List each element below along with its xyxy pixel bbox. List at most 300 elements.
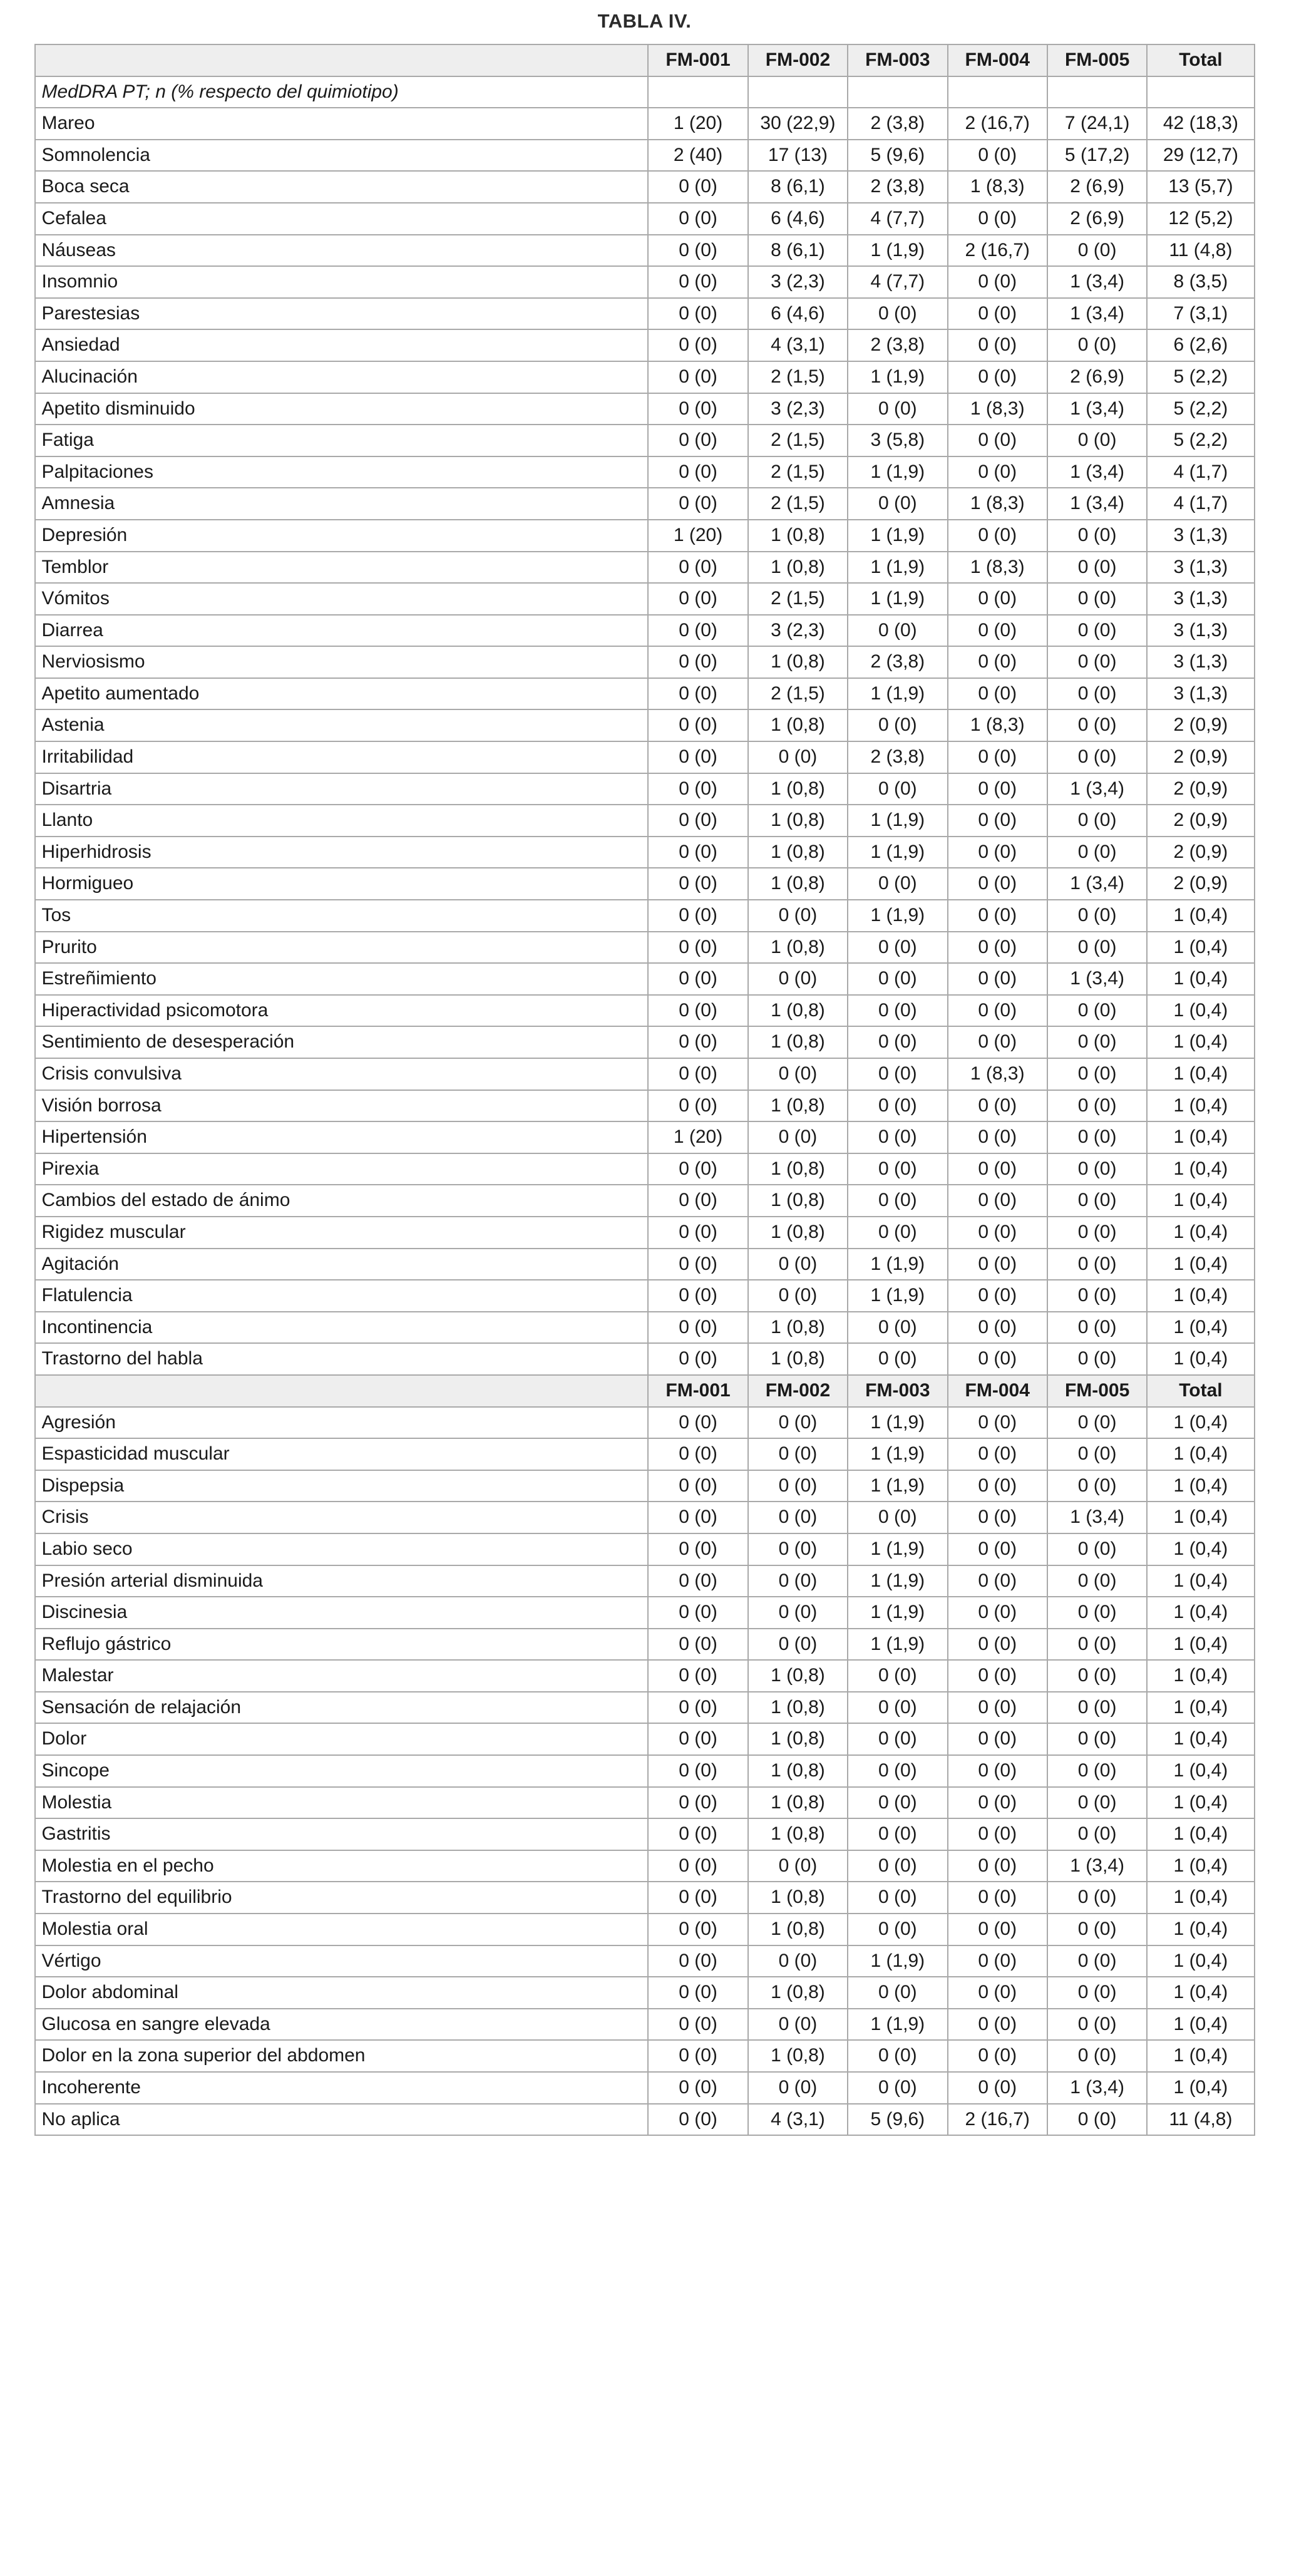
- row-value: 0 (0): [648, 298, 747, 330]
- row-value: 0 (0): [648, 1565, 747, 1597]
- row-value: 1 (0,8): [748, 646, 848, 678]
- row-value: 1 (3,4): [1047, 2072, 1147, 2104]
- row-value: 0 (0): [1047, 583, 1147, 615]
- row-value: 0 (0): [748, 1629, 848, 1661]
- row-value: 0 (0): [948, 1787, 1047, 1819]
- row-label: Hiperactividad psicomotora: [35, 995, 649, 1027]
- row-value: 0 (0): [848, 615, 947, 647]
- row-value: 1 (0,4): [1147, 963, 1254, 995]
- row-value: 2 (1,5): [748, 488, 848, 520]
- table-row: [35, 1470, 1255, 1502]
- row-value: 0 (0): [748, 1597, 848, 1629]
- row-label: Discinesia: [35, 1597, 649, 1629]
- row-value: 4 (1,7): [1147, 488, 1254, 520]
- row-value: 0 (0): [748, 2009, 848, 2041]
- row-label: Trastorno del habla: [35, 1343, 649, 1375]
- table-row: [35, 1597, 1255, 1629]
- column-header-fm-001: FM-001: [648, 1375, 747, 1407]
- row-value: 1 (0,8): [748, 1914, 848, 1945]
- table-row: [35, 361, 1255, 393]
- row-value: 0 (0): [748, 1945, 848, 1977]
- row-value: 1 (0,4): [1147, 1945, 1254, 1977]
- row-value: 3 (1,3): [1147, 583, 1254, 615]
- row-value: 0 (0): [648, 1026, 747, 1058]
- row-value: 2 (3,8): [848, 329, 947, 361]
- row-value: 1 (0,4): [1147, 1312, 1254, 1344]
- row-value: 0 (0): [1047, 520, 1147, 552]
- row-value: 0 (0): [948, 1121, 1047, 1153]
- row-label: Depresión: [35, 520, 649, 552]
- row-value: 1 (3,4): [1047, 1502, 1147, 1533]
- row-value: 0 (0): [1047, 1249, 1147, 1280]
- row-value: 0 (0): [648, 963, 747, 995]
- row-value: 0 (0): [1047, 1692, 1147, 1724]
- table-row: [35, 900, 1255, 932]
- page-title: TABLA IV.: [597, 10, 692, 32]
- row-value: 0 (0): [948, 2072, 1047, 2104]
- row-value: 1 (0,8): [748, 805, 848, 837]
- row-value: 2 (3,8): [848, 646, 947, 678]
- row-label: Molestia: [35, 1787, 649, 1819]
- row-value: 2 (0,9): [1147, 741, 1254, 773]
- row-value: 0 (0): [848, 393, 947, 425]
- row-value: 0 (0): [1047, 1533, 1147, 1565]
- table-row: [35, 1882, 1255, 1914]
- row-value: 1 (3,4): [1047, 868, 1147, 900]
- row-value: 2 (16,7): [948, 235, 1047, 267]
- row-label: Palpitaciones: [35, 456, 649, 488]
- row-value: 0 (0): [648, 1153, 747, 1185]
- row-label: No aplica: [35, 2104, 649, 2136]
- row-value: 1 (1,9): [848, 235, 947, 267]
- table-row: [35, 171, 1255, 203]
- table-row: [35, 2040, 1255, 2072]
- table-row: [35, 773, 1255, 805]
- row-value: 5 (17,2): [1047, 140, 1147, 172]
- table-row: [35, 456, 1255, 488]
- table-row: [35, 932, 1255, 964]
- row-value: 2 (3,8): [848, 171, 947, 203]
- row-label: Mareo: [35, 108, 649, 140]
- row-value: 0 (0): [648, 1945, 747, 1977]
- row-value: 0 (0): [1047, 1470, 1147, 1502]
- table-row: [35, 1787, 1255, 1819]
- row-value: 0 (0): [848, 1343, 947, 1375]
- row-value: 0 (0): [948, 1597, 1047, 1629]
- row-label: Disartria: [35, 773, 649, 805]
- row-value: 1 (20): [648, 520, 747, 552]
- table-row: [35, 1121, 1255, 1153]
- row-value: 0 (0): [948, 741, 1047, 773]
- row-value: 1 (3,4): [1047, 298, 1147, 330]
- row-value: 2 (3,8): [848, 108, 947, 140]
- row-value: 0 (0): [948, 361, 1047, 393]
- row-value: 3 (2,3): [748, 615, 848, 647]
- row-value: 1 (0,8): [748, 773, 848, 805]
- row-value: 1 (1,9): [848, 837, 947, 868]
- row-value: 1 (1,9): [848, 1945, 947, 1977]
- row-value: 0 (0): [948, 2009, 1047, 2041]
- table-row: [35, 995, 1255, 1027]
- row-value: 0 (0): [948, 1850, 1047, 1882]
- row-value: 1 (0,4): [1147, 1343, 1254, 1375]
- row-value: 7 (24,1): [1047, 108, 1147, 140]
- row-label: Presión arterial disminuida: [35, 1565, 649, 1597]
- table-row: [35, 425, 1255, 456]
- column-header-fm-004: FM-004: [948, 1375, 1047, 1407]
- column-header-fm-003: FM-003: [848, 44, 947, 76]
- row-value: 1 (0,4): [1147, 1977, 1254, 2009]
- row-value: 0 (0): [848, 1755, 947, 1787]
- row-label: Hipertensión: [35, 1121, 649, 1153]
- table-row: [35, 2104, 1255, 2136]
- row-value: 0 (0): [1047, 1818, 1147, 1850]
- row-value: 1 (0,8): [748, 1312, 848, 1344]
- row-value: 0 (0): [848, 1058, 947, 1090]
- row-value: 1 (0,4): [1147, 1470, 1254, 1502]
- row-value: 0 (0): [948, 1755, 1047, 1787]
- row-value: 1 (3,4): [1047, 393, 1147, 425]
- row-value: 0 (0): [648, 2040, 747, 2072]
- row-value: 0 (0): [748, 1533, 848, 1565]
- row-label: Irritabilidad: [35, 741, 649, 773]
- table-row: [35, 1629, 1255, 1661]
- row-value: 1 (0,8): [748, 1660, 848, 1692]
- table-row: [35, 298, 1255, 330]
- row-value: 0 (0): [648, 235, 747, 267]
- row-value: 8 (6,1): [748, 171, 848, 203]
- row-value: 12 (5,2): [1147, 203, 1254, 235]
- row-value: 1 (0,8): [748, 1217, 848, 1249]
- table-row: [35, 1407, 1255, 1439]
- row-value: 0 (0): [948, 1977, 1047, 2009]
- row-label: Tos: [35, 900, 649, 932]
- row-value: 1 (0,4): [1147, 1882, 1254, 1914]
- row-value: 5 (2,2): [1147, 425, 1254, 456]
- row-value: 2 (1,5): [748, 361, 848, 393]
- row-value: 4 (3,1): [748, 329, 848, 361]
- row-value: 0 (0): [948, 1723, 1047, 1755]
- row-value: 0 (0): [848, 1882, 947, 1914]
- column-header-fm-004: FM-004: [948, 44, 1047, 76]
- row-value: 4 (7,7): [848, 203, 947, 235]
- subheader-empty-cell: [1147, 76, 1254, 108]
- row-value: 1 (1,9): [848, 678, 947, 710]
- table-header-row-continued: [35, 1375, 1255, 1407]
- table-row: [35, 1565, 1255, 1597]
- row-value: 1 (0,4): [1147, 1502, 1254, 1533]
- row-value: 0 (0): [848, 1121, 947, 1153]
- row-value: 1 (0,8): [748, 552, 848, 584]
- table-row: [35, 646, 1255, 678]
- row-value: 0 (0): [648, 932, 747, 964]
- row-value: 0 (0): [748, 1407, 848, 1439]
- subheader-empty-cell: [1047, 76, 1147, 108]
- row-value: 1 (3,4): [1047, 1850, 1147, 1882]
- table-row: [35, 1438, 1255, 1470]
- row-value: 1 (0,8): [748, 1090, 848, 1122]
- row-value: 0 (0): [1047, 1312, 1147, 1344]
- row-value: 1 (0,8): [748, 1723, 848, 1755]
- row-value: 2 (0,9): [1147, 709, 1254, 741]
- row-value: 0 (0): [648, 1502, 747, 1533]
- row-value: 1 (0,8): [748, 1882, 848, 1914]
- row-value: 17 (13): [748, 140, 848, 172]
- row-value: 0 (0): [1047, 2040, 1147, 2072]
- table-row: [35, 1850, 1255, 1882]
- row-value: 3 (2,3): [748, 266, 848, 298]
- table-row: [35, 709, 1255, 741]
- row-value: 0 (0): [948, 1280, 1047, 1312]
- row-label: Temblor: [35, 552, 649, 584]
- row-label: Espasticidad muscular: [35, 1438, 649, 1470]
- row-value: 0 (0): [648, 1692, 747, 1724]
- table-row: [35, 1945, 1255, 1977]
- row-value: 1 (3,4): [1047, 488, 1147, 520]
- row-value: 1 (0,4): [1147, 1692, 1254, 1724]
- row-value: 0 (0): [1047, 678, 1147, 710]
- row-label: Astenia: [35, 709, 649, 741]
- row-value: 0 (0): [1047, 1438, 1147, 1470]
- row-value: 0 (0): [648, 2072, 747, 2104]
- row-value: 1 (1,9): [848, 552, 947, 584]
- row-value: 0 (0): [648, 1787, 747, 1819]
- row-value: 0 (0): [948, 1502, 1047, 1533]
- row-label: Pirexia: [35, 1153, 649, 1185]
- column-header-fm-002: FM-002: [748, 44, 848, 76]
- row-label: Agitación: [35, 1249, 649, 1280]
- row-label: Labio seco: [35, 1533, 649, 1565]
- table-container: [34, 44, 1255, 2136]
- row-value: 0 (0): [648, 678, 747, 710]
- row-value: 1 (8,3): [948, 1058, 1047, 1090]
- table-row: [35, 868, 1255, 900]
- row-value: 0 (0): [648, 615, 747, 647]
- row-value: 2 (0,9): [1147, 868, 1254, 900]
- row-value: 0 (0): [648, 171, 747, 203]
- row-value: 0 (0): [648, 1438, 747, 1470]
- row-value: 1 (1,9): [848, 520, 947, 552]
- row-value: 0 (0): [1047, 1090, 1147, 1122]
- table-row: [35, 1058, 1255, 1090]
- row-label: Dispepsia: [35, 1470, 649, 1502]
- row-value: 1 (0,4): [1147, 1280, 1254, 1312]
- row-label: Llanto: [35, 805, 649, 837]
- row-value: 1 (0,4): [1147, 1185, 1254, 1217]
- row-value: 0 (0): [1047, 1565, 1147, 1597]
- row-value: 0 (0): [848, 868, 947, 900]
- row-value: 7 (3,1): [1147, 298, 1254, 330]
- row-value: 0 (0): [848, 1502, 947, 1533]
- row-value: 3 (1,3): [1147, 678, 1254, 710]
- row-value: 0 (0): [1047, 1121, 1147, 1153]
- row-value: 1 (8,3): [948, 171, 1047, 203]
- row-value: 0 (0): [648, 456, 747, 488]
- row-value: 6 (4,6): [748, 298, 848, 330]
- row-value: 0 (0): [648, 1882, 747, 1914]
- row-label: Apetito aumentado: [35, 678, 649, 710]
- row-value: 0 (0): [1047, 1723, 1147, 1755]
- row-value: 0 (0): [1047, 1058, 1147, 1090]
- row-value: 0 (0): [648, 1312, 747, 1344]
- row-value: 0 (0): [948, 868, 1047, 900]
- row-value: 1 (0,4): [1147, 1629, 1254, 1661]
- row-value: 1 (0,8): [748, 1153, 848, 1185]
- row-value: 0 (0): [648, 2104, 747, 2136]
- row-value: 1 (0,4): [1147, 1407, 1254, 1439]
- row-value: 0 (0): [848, 1723, 947, 1755]
- row-value: 0 (0): [948, 1914, 1047, 1945]
- row-label: Molestia en el pecho: [35, 1850, 649, 1882]
- row-value: 0 (0): [1047, 615, 1147, 647]
- row-value: 11 (4,8): [1147, 235, 1254, 267]
- table-header-row-top: [35, 44, 1255, 76]
- subheader-empty-cell: [848, 76, 947, 108]
- row-value: 0 (0): [848, 1914, 947, 1945]
- row-value: 1 (0,8): [748, 709, 848, 741]
- row-value: 1 (1,9): [848, 1280, 947, 1312]
- table-row: [35, 1217, 1255, 1249]
- row-value: 0 (0): [1047, 1787, 1147, 1819]
- row-value: 0 (0): [1047, 995, 1147, 1027]
- table-row: [35, 266, 1255, 298]
- row-value: 0 (0): [948, 1407, 1047, 1439]
- row-label: Crisis: [35, 1502, 649, 1533]
- row-value: 0 (0): [948, 1818, 1047, 1850]
- row-value: 2 (0,9): [1147, 837, 1254, 868]
- row-value: 0 (0): [948, 1533, 1047, 1565]
- row-value: 0 (0): [848, 1312, 947, 1344]
- row-value: 0 (0): [848, 2040, 947, 2072]
- row-value: 0 (0): [748, 1058, 848, 1090]
- row-value: 1 (0,4): [1147, 1026, 1254, 1058]
- row-value: 0 (0): [848, 773, 947, 805]
- row-value: 0 (0): [848, 1787, 947, 1819]
- row-value: 0 (0): [648, 741, 747, 773]
- row-value: 29 (12,7): [1147, 140, 1254, 172]
- row-value: 0 (0): [1047, 1343, 1147, 1375]
- table-subheader-row: [35, 76, 1255, 108]
- row-value: 0 (0): [648, 1818, 747, 1850]
- column-header-fm-005: FM-005: [1047, 44, 1147, 76]
- row-value: 2 (40): [648, 140, 747, 172]
- table-row: [35, 1818, 1255, 1850]
- row-value: 0 (0): [848, 995, 947, 1027]
- row-label: Reflujo gástrico: [35, 1629, 649, 1661]
- column-header-fm-002: FM-002: [748, 1375, 848, 1407]
- row-value: 0 (0): [648, 1470, 747, 1502]
- row-label: Flatulencia: [35, 1280, 649, 1312]
- row-label: Molestia oral: [35, 1914, 649, 1945]
- row-value: 1 (0,4): [1147, 1723, 1254, 1755]
- row-value: 0 (0): [1047, 1882, 1147, 1914]
- table-row: [35, 1249, 1255, 1280]
- row-value: 0 (0): [648, 1914, 747, 1945]
- row-value: 1 (0,8): [748, 1343, 848, 1375]
- row-value: 0 (0): [648, 393, 747, 425]
- row-label: Prurito: [35, 932, 649, 964]
- row-value: 0 (0): [1047, 1280, 1147, 1312]
- row-value: 1 (1,9): [848, 1407, 947, 1439]
- row-value: 3 (1,3): [1147, 552, 1254, 584]
- row-value: 0 (0): [948, 805, 1047, 837]
- row-value: 0 (0): [948, 1470, 1047, 1502]
- table-row: [35, 1660, 1255, 1692]
- row-value: 0 (0): [848, 1850, 947, 1882]
- table-row: [35, 1280, 1255, 1312]
- table-row: [35, 108, 1255, 140]
- row-value: 0 (0): [648, 361, 747, 393]
- table-row: [35, 583, 1255, 615]
- row-value: 0 (0): [648, 805, 747, 837]
- row-value: 0 (0): [848, 1660, 947, 1692]
- row-value: 11 (4,8): [1147, 2104, 1254, 2136]
- row-value: 0 (0): [848, 2072, 947, 2104]
- row-value: 1 (0,8): [748, 995, 848, 1027]
- row-value: 2 (6,9): [1047, 203, 1147, 235]
- row-value: 0 (0): [948, 203, 1047, 235]
- row-value: 0 (0): [748, 741, 848, 773]
- row-value: 6 (4,6): [748, 203, 848, 235]
- row-value: 1 (0,8): [748, 1692, 848, 1724]
- row-value: 0 (0): [1047, 1407, 1147, 1439]
- table-row: [35, 837, 1255, 868]
- row-value: 1 (0,8): [748, 1787, 848, 1819]
- row-value: 1 (0,8): [748, 1026, 848, 1058]
- row-value: 1 (0,4): [1147, 1090, 1254, 1122]
- row-value: 1 (3,4): [1047, 266, 1147, 298]
- row-value: 0 (0): [648, 425, 747, 456]
- table-row: [35, 235, 1255, 267]
- row-value: 0 (0): [948, 298, 1047, 330]
- row-value: 1 (0,4): [1147, 1249, 1254, 1280]
- row-value: 0 (0): [648, 1850, 747, 1882]
- row-value: 0 (0): [648, 1217, 747, 1249]
- row-value: 4 (1,7): [1147, 456, 1254, 488]
- row-value: 0 (0): [648, 900, 747, 932]
- row-label: Vómitos: [35, 583, 649, 615]
- row-value: 0 (0): [648, 868, 747, 900]
- row-value: 0 (0): [648, 1185, 747, 1217]
- row-value: 0 (0): [648, 329, 747, 361]
- row-value: 2 (0,9): [1147, 773, 1254, 805]
- row-value: 1 (0,8): [748, 932, 848, 964]
- table-row: [35, 805, 1255, 837]
- row-value: 0 (0): [948, 1343, 1047, 1375]
- row-value: 0 (0): [1047, 1945, 1147, 1977]
- row-value: 1 (0,4): [1147, 1217, 1254, 1249]
- row-value: 0 (0): [748, 963, 848, 995]
- row-label: Diarrea: [35, 615, 649, 647]
- row-value: 0 (0): [948, 1312, 1047, 1344]
- row-value: 3 (1,3): [1147, 615, 1254, 647]
- row-label: Rigidez muscular: [35, 1217, 649, 1249]
- row-value: 0 (0): [948, 1217, 1047, 1249]
- row-value: 0 (0): [648, 1597, 747, 1629]
- row-label: Estreñimiento: [35, 963, 649, 995]
- row-value: 1 (0,8): [748, 1818, 848, 1850]
- row-value: 1 (1,9): [848, 361, 947, 393]
- row-value: 0 (0): [748, 1249, 848, 1280]
- row-value: 2 (6,9): [1047, 171, 1147, 203]
- column-header-fm-001: FM-001: [648, 44, 747, 76]
- row-value: 3 (1,3): [1147, 646, 1254, 678]
- row-value: 0 (0): [948, 425, 1047, 456]
- row-label: Nerviosismo: [35, 646, 649, 678]
- row-value: 5 (2,2): [1147, 361, 1254, 393]
- row-value: 1 (1,9): [848, 805, 947, 837]
- row-value: 42 (18,3): [1147, 108, 1254, 140]
